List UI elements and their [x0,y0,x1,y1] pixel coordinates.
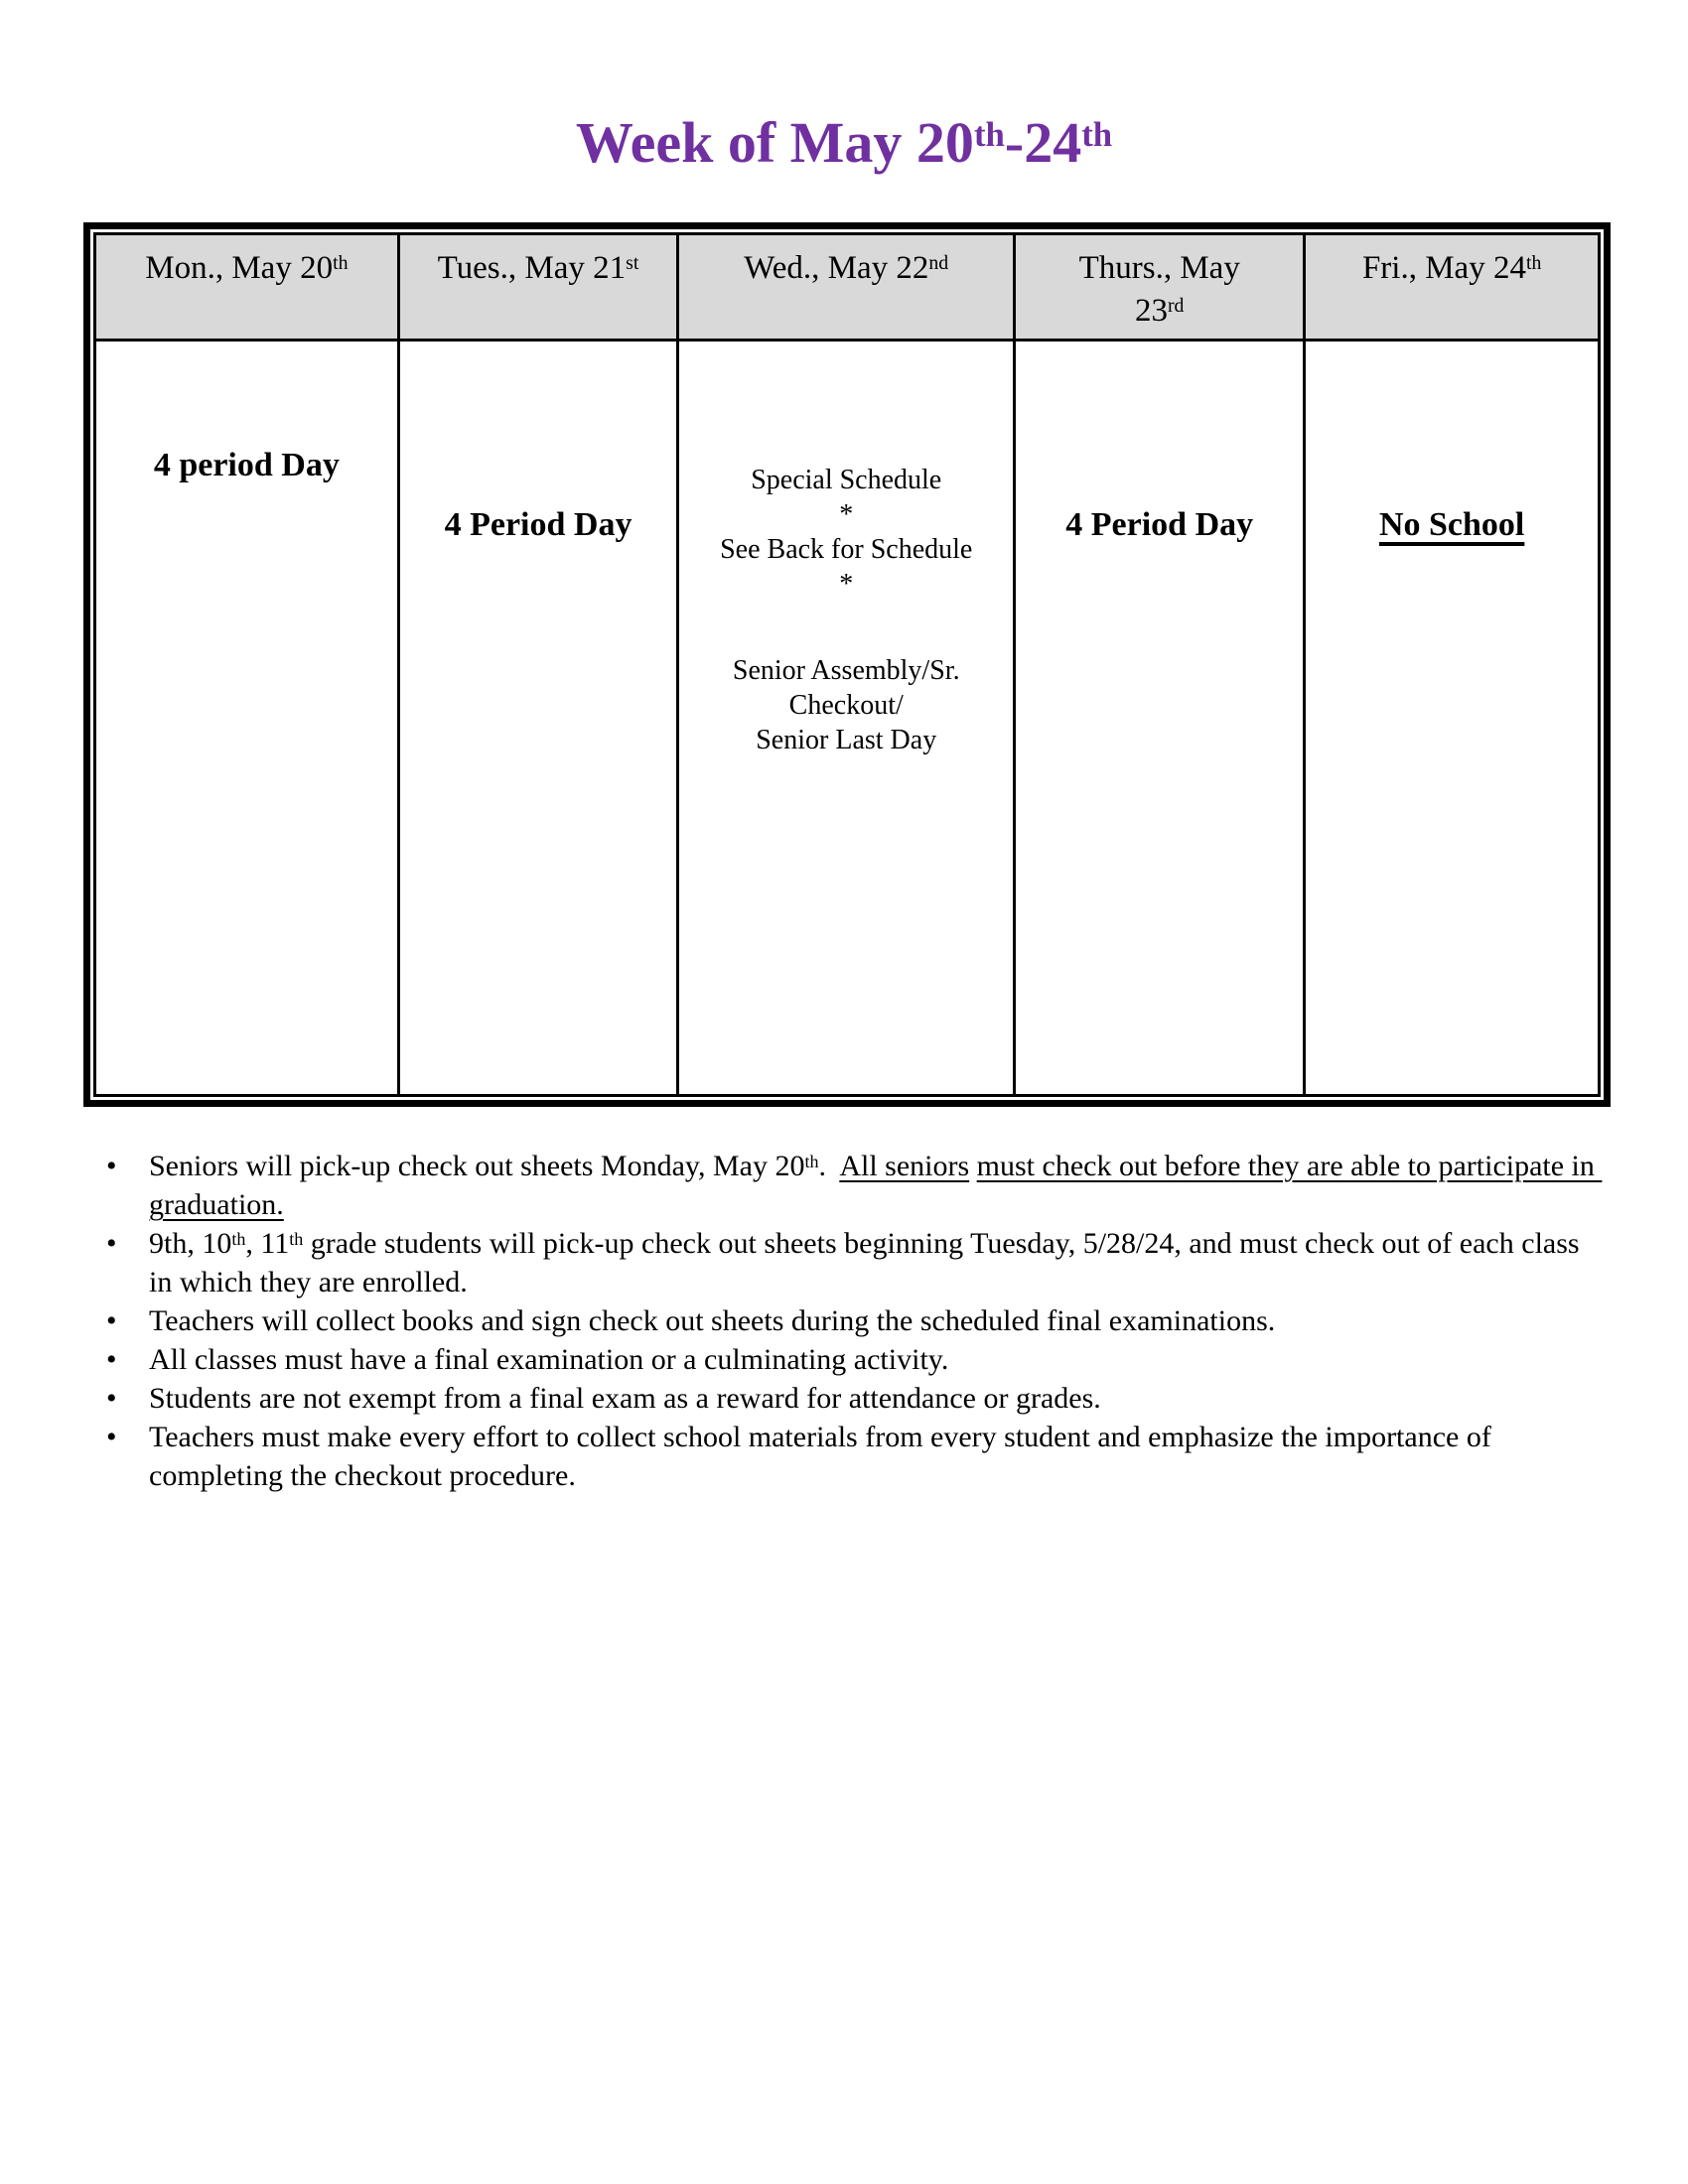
text-run: th [333,251,349,274]
cell-thursday [1015,340,1305,1095]
header-cell-thursday [1015,233,1305,340]
note-text [149,1343,948,1376]
text-run: All seniors [839,1149,970,1182]
text-run: All classes must have a final examination or a culminating activity. [149,1342,949,1376]
wednesday-line: Checkout/ [788,689,904,721]
cell-friday [1305,340,1600,1095]
list-item [104,1418,1599,1495]
schedule-table-border [83,222,1611,1107]
note-text [149,1421,1498,1492]
text-run: Wed., May 22 [744,249,929,286]
text-run: th [973,115,1005,155]
text-run: Week of May 20 [575,110,974,175]
text-run: th [231,1228,246,1249]
wednesday-line: Special Schedule [751,464,942,495]
wednesday-line: * [839,568,854,600]
wednesday-schedule-text [687,341,1005,757]
list-item [104,1224,1599,1301]
text-run: Tues., May 21 [437,249,627,286]
text-run: Students are not exempt from a final exam as a reward for attendance or grades. [149,1381,1101,1415]
thursday-schedule-text: 4 Period Day [1065,505,1254,543]
cell-tuesday [398,340,678,1095]
cell-wednesday [678,340,1015,1095]
text-run: rd [1167,294,1185,317]
note-text [149,1304,1275,1337]
text-run: . [818,1149,840,1182]
text-run: , 11 [245,1226,290,1260]
list-item [104,1379,1599,1418]
list-item [104,1301,1599,1340]
wednesday-line: See Back for Schedule [720,533,973,565]
schedule-table [93,232,1601,1097]
table-body-row [95,340,1600,1095]
text-run: st [626,251,639,274]
text-run: th [1525,251,1542,274]
text-run: 9th, 10 [149,1226,232,1260]
note-text [149,1150,1602,1221]
table-header-row [95,233,1600,340]
text-run: -24 [1004,110,1082,175]
text-run: Teachers will collect books and sign check out sheets during the scheduled final examinations. [149,1303,1276,1337]
notes-list [104,1147,1603,1495]
note-text [149,1227,1587,1298]
wednesday-line: Senior Assembly/Sr. [732,654,960,686]
text-run: Thurs., May [1078,249,1240,286]
text-run: Seniors will pick-up check out sheets Monday, May 20 [149,1149,805,1182]
text-run: Teachers must make every effort to collect school materials from every student and emphasize the importance of completing the checkout procedure. [149,1420,1499,1492]
text-run: th [804,1151,819,1171]
header-cell-wednesday [678,233,1015,340]
header-cell-monday [95,233,399,340]
header-cell-tuesday [398,233,678,340]
wednesday-line: * [839,498,854,530]
text-run [969,1150,977,1182]
list-item [104,1147,1603,1224]
note-text [149,1382,1101,1415]
text-run: th [1081,115,1113,155]
monday-schedule-text: 4 period Day [153,446,340,483]
wednesday-line: Senior Last Day [756,724,937,755]
friday-schedule-text: No School [1378,505,1525,543]
cell-monday [95,340,399,1095]
text-run: Mon., May 20 [145,249,334,286]
text-run: must check out before they are able to participate in graduation. [149,1149,1603,1221]
page-title [0,0,1688,175]
list-item [104,1340,1599,1379]
text-run: th [289,1228,304,1249]
text-run: 23 [1134,292,1168,329]
header-cell-friday [1305,233,1600,340]
text-run: nd [928,251,949,274]
text-run: grade students will pick-up check out sheets beginning Tuesday, 5/28/24, and must check out of each class in which they are enrolled. [149,1226,1588,1298]
text-run: Fri., May 24 [1361,249,1526,286]
tuesday-schedule-text: 4 Period Day [444,505,633,543]
